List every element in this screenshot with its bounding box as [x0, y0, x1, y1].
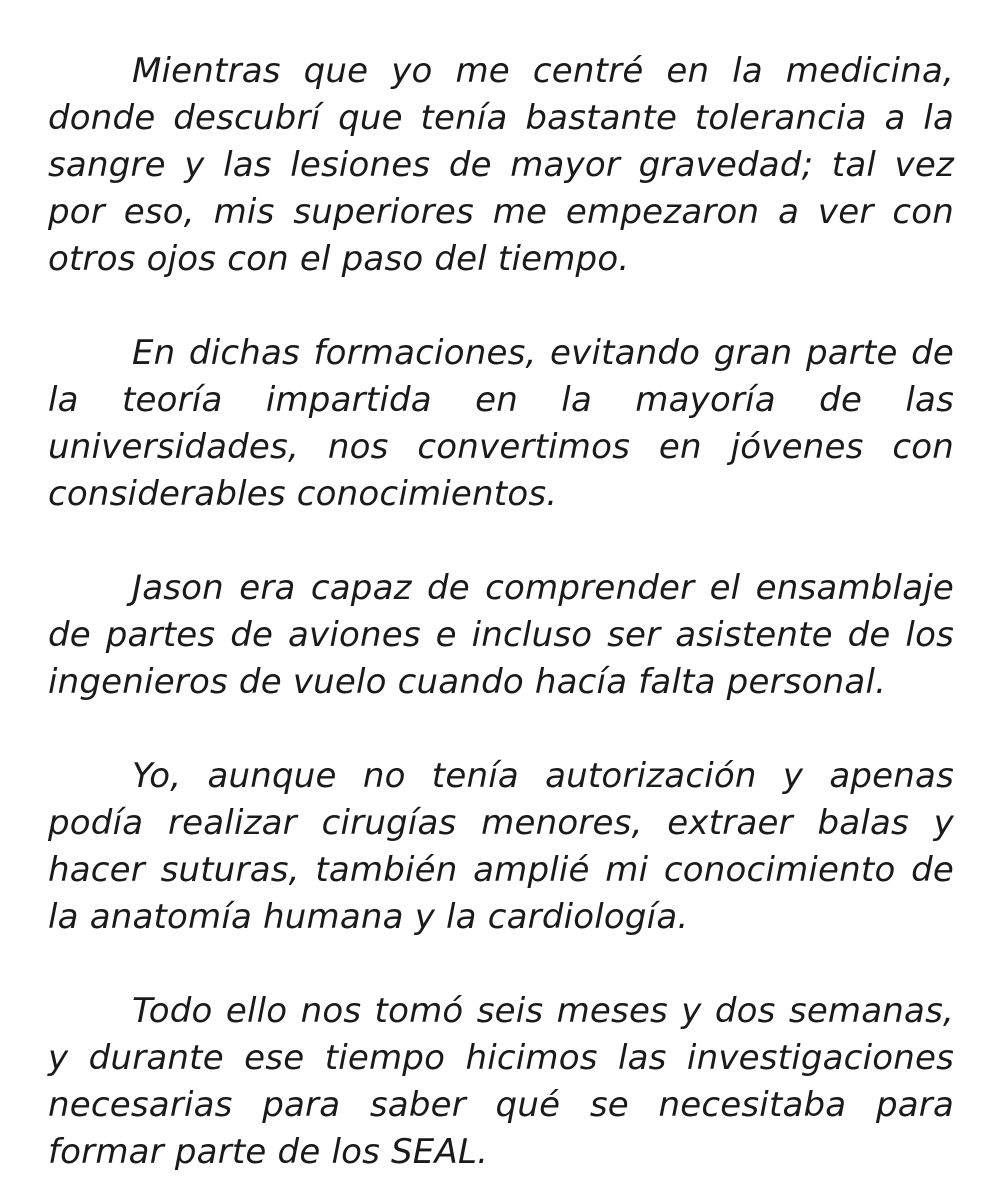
- paragraph-2: En dichas formaciones, evitando gran parte de la teoría impartida en la mayoría de las universidades, nos convertimos en jóvenes con considerables conocimientos.: [48, 333, 954, 514]
- paragraph-4: Yo, aunque no tenía autorización y apenas podía realizar cirugías menores, extraer balas y hacer suturas, también amplié mi conocimiento de la anatomía humana y la cardiología.: [48, 756, 954, 937]
- paragraph-3: Jason era capaz de comprender el ensamblaje de partes de aviones e incluso ser asistente de los ingenieros de vuelo cuando hacía falta personal.: [48, 568, 954, 702]
- paragraph-1: Mientras que yo me centré en la medicina, donde descubrí que tenía bastante tolerancia a la sangre y las lesiones de mayor gravedad; tal vez por eso, mis superiores me empezaron a ver con otros ojos con el paso del tiempo.: [48, 51, 954, 279]
- paragraph-5: Todo ello nos tomó seis meses y dos semanas, y durante ese tiempo hicimos las investigaciones necesarias para saber qué se necesitaba para formar parte de los SEAL.: [48, 991, 954, 1172]
